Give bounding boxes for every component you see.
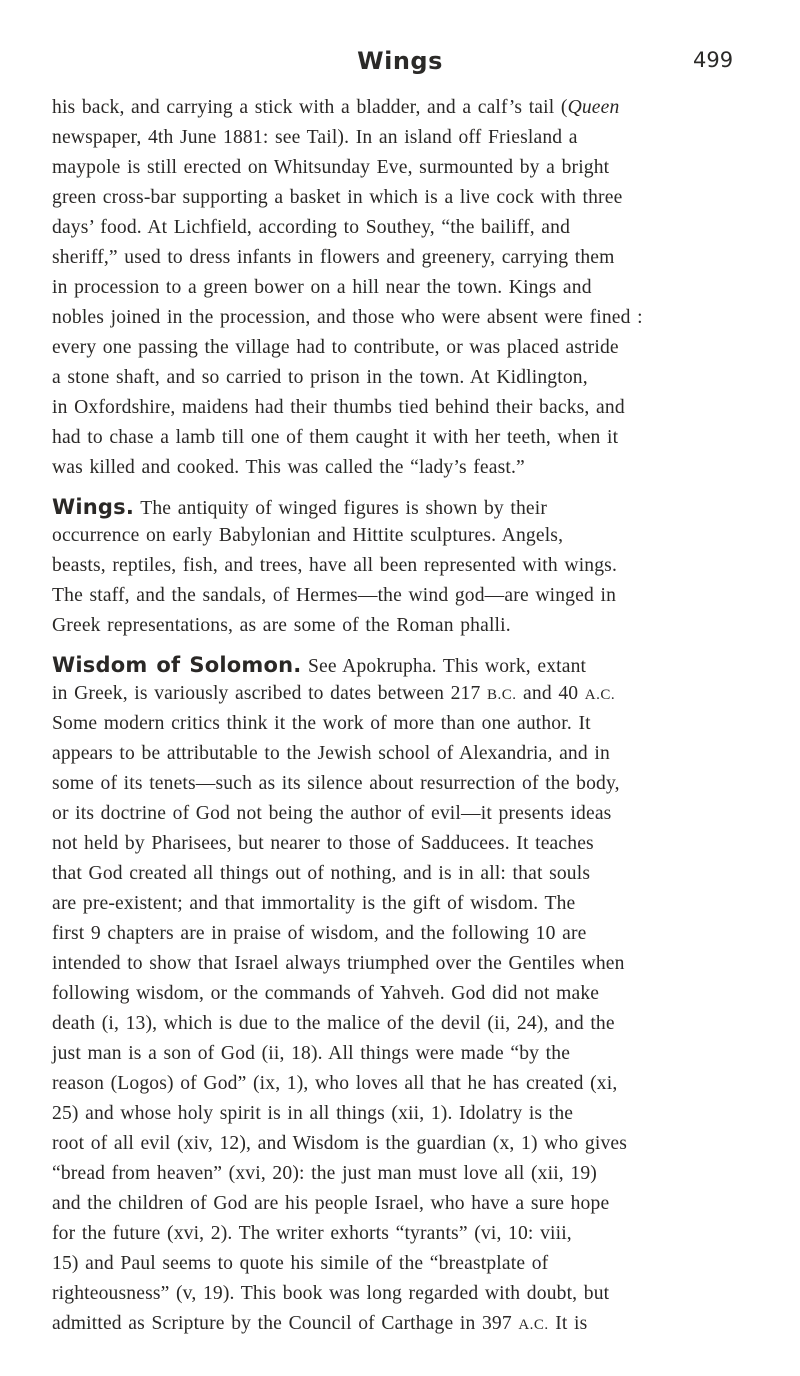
text-line: green cross-bar supporting a basket in which is a live cock with three — [52, 187, 623, 208]
text-line: in Greek, is variously ascribed to dates between 217 B.C. and 40 A.C. — [52, 683, 616, 704]
text-line: in Oxfordshire, maidens had their thumbs tied behind their backs, and — [52, 397, 625, 418]
text-line: just man is a son of God (ii, 18). All things were made “by the — [52, 1043, 571, 1064]
headword-wisdom-of-solomon: Wisdom of Solomon. — [52, 653, 302, 677]
text-line: sheriff,” used to dress infants in flowers and greenery, carrying them — [52, 247, 615, 268]
headword-wings: Wings. — [52, 495, 135, 519]
text-line: had to chase a lamb till one of them caught it with her teeth, when it — [52, 427, 619, 448]
text-line: his back, and carrying a stick with a bladder, and a calf’s tail (Queen — [52, 97, 620, 118]
text-line: was killed and cooked. This was called the “lady’s feast.” — [52, 457, 525, 478]
newspaper-title: Queen — [567, 97, 620, 118]
entry-wisdom-first-line: Wisdom of Solomon. See Apokrupha. This work, extant — [52, 653, 587, 677]
text-line: Some modern critics think it the work of more than one author. It — [52, 713, 591, 734]
text-line: “bread from heaven” (xvi, 20): the just man must love all (xii, 19) — [52, 1163, 597, 1184]
text-line: 15) and Paul seems to quote his simile of the “breastplate of — [52, 1253, 549, 1274]
text-line: The staff, and the sandals, of Hermes—the wind god—are winged in — [52, 585, 617, 606]
text-line: first 9 chapters are in praise of wisdom, and the following 10 are — [52, 923, 587, 944]
text-line: admitted as Scripture by the Council of Carthage in 397 A.C. It is — [52, 1313, 588, 1334]
text-line: newspaper, 4th June 1881: see Tail). In an island off Friesland a — [52, 127, 578, 148]
text-line: a stone shaft, and so carried to prison in the town. At Kidlington, — [52, 367, 588, 388]
text-line: root of all evil (xiv, 12), and Wisdom is the guardian (x, 1) who gives — [52, 1133, 628, 1154]
text-line: that God created all things out of nothing, and is in all: that souls — [52, 863, 591, 884]
text-line: every one passing the village had to contribute, or was placed astride — [52, 337, 619, 358]
page-number: 499 — [693, 48, 734, 72]
text-line: are pre-existent; and that immortality is the gift of wisdom. The — [52, 893, 576, 914]
text-line: appears to be attributable to the Jewish school of Alexandria, and in — [52, 743, 610, 764]
text-line: in procession to a green bower on a hill near the town. Kings and — [52, 277, 592, 298]
text-line: and the children of God are his people Israel, who have a sure hope — [52, 1193, 610, 1214]
text-line: following wisdom, or the commands of Yahveh. God did not make — [52, 983, 600, 1004]
text-line: intended to show that Israel always triumphed over the Gentiles when — [52, 953, 625, 974]
text-line: days’ food. At Lichfield, according to Southey, “the bailiff, and — [52, 217, 571, 238]
entry-wings-first-line: Wings. The antiquity of winged figures is shown by their — [52, 495, 548, 519]
text-line: death (i, 13), which is due to the malice of the devil (ii, 24), and the — [52, 1013, 615, 1034]
text-line: Greek representations, as are some of the Roman phalli. — [52, 615, 511, 636]
text-line: for the future (xvi, 2). The writer exhorts “tyrants” (vi, 10: viii, — [52, 1223, 572, 1244]
text-line: maypole is still erected on Whitsunday Eve, surmounted by a bright — [52, 157, 610, 178]
text-line: occurrence on early Babylonian and Hittite sculptures. Angels, — [52, 525, 564, 546]
text-line: nobles joined in the procession, and those who were absent were fined : — [52, 307, 643, 328]
text-line: 25) and whose holy spirit is in all things (xii, 1). Idolatry is the — [52, 1103, 574, 1124]
text-line: not held by Pharisees, but nearer to those of Sadducees. It teaches — [52, 833, 594, 854]
text-line: or its doctrine of God not being the author of evil—it presents ideas — [52, 803, 612, 824]
text-line: reason (Logos) of God” (ix, 1), who loves all that he has created (xi, — [52, 1073, 618, 1094]
running-title: Wings — [357, 47, 443, 75]
text-line: righteousness” (v, 19). This book was long regarded with doubt, but — [52, 1283, 610, 1304]
text-line: beasts, reptiles, fish, and trees, have all been represented with wings. — [52, 555, 618, 576]
text-line: some of its tenets—such as its silence about resurrection of the body, — [52, 773, 620, 794]
